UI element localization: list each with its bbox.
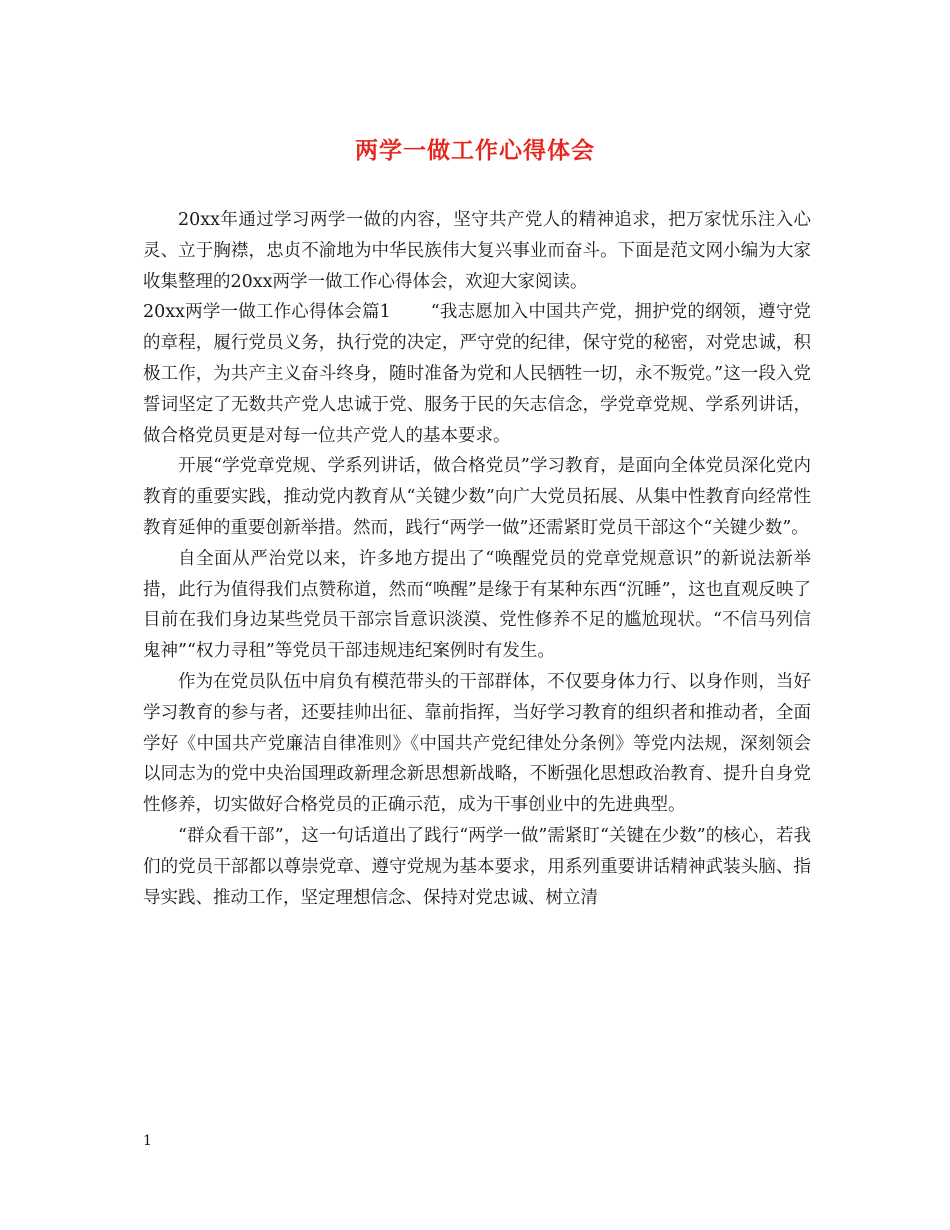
body-paragraph: 开展“学党章党规、学系列讲话，做合格党员”学习教育，是面向全体党员深化党内教育的重要实践，推动党内教育从“关键少数”向广大党员拓展、从集中性教育向经常性教育延伸的重要创新举措。然而，践行“两学一做”还需紧盯党员干部这个“关键少数”。 bbox=[143, 456, 811, 538]
oath-paragraph-text: “我志愿加入中国共产党，拥护党的纲领，遵守党的章程，履行党员义务，执行党的决定，严守党的纪律，保守党的秘密，对党忠诚，积极工作，为共产主义奋斗终身，随时准备为党和人民牺牲一切，永不叛党。”这一段入党誓词坚定了无数共产党人忠诚于党、服务于民的矢志信念，学党章党规、学系列讲话，做合格党员更是对每一位共产党人的基本要求。 bbox=[143, 302, 812, 446]
section-heading: 20xx两学一做工作心得体会篇1 bbox=[143, 302, 391, 323]
body-paragraph: 作为在党员队伍中肩负有模范带头的干部群体，不仅要身体力行、以身作则，当好学习教育的参与者，还要挂帅出征、靠前指挥，当好学习教育的组织者和推动者，全面学好《中国共产党廉洁自律准则》《中国共产党纪律处分条例》等党内法规，深刻领会以同志为的党中央治国理政新理念新思想新战略，不断强化思想政治教育、提升自身党性修养，切实做好合格党员的正确示范，成为干事创业中的先进典型。 bbox=[143, 671, 811, 816]
document-body bbox=[143, 205, 811, 913]
body-paragraph: 自全面从严治党以来，许多地方提出了“唤醒党员的党章党规意识”的新说法新举措，此行为值得我们点赞称道，然而“唤醒”是缘于有某种东西“沉睡”，这也直观反映了目前在我们身边某些党员干部宗旨意识淡漠、党性修养不足的尴尬现状。“不信马列信鬼神”“权力寻租”等党员干部违规违纪案例时有发生。 bbox=[143, 548, 811, 662]
document-title: 两学一做工作心得体会 bbox=[355, 137, 595, 164]
body-paragraph: “群众看干部”，这一句话道出了践行“两学一做”需紧盯“关键在少数”的核心，若我们的党员干部都以尊崇党章、遵守党规为基本要求，用系列重要讲话精神武装头脑、指导实践、推动工作，坚定理想信念、保持对党忠诚、树立清 bbox=[143, 825, 811, 908]
intro-paragraph: 20xx年通过学习两学一做的内容，坚守共产党人的精神追求，把万家忧乐注入心灵、立于胸襟，忠贞不渝地为中华民族伟大复兴事业而奋斗。下面是范文网小编为大家收集整理的20xx两学一做工作心得体会，欢迎大家阅读。 bbox=[143, 210, 811, 292]
page-number: 1 bbox=[143, 1133, 152, 1149]
section-paragraph bbox=[143, 297, 811, 451]
